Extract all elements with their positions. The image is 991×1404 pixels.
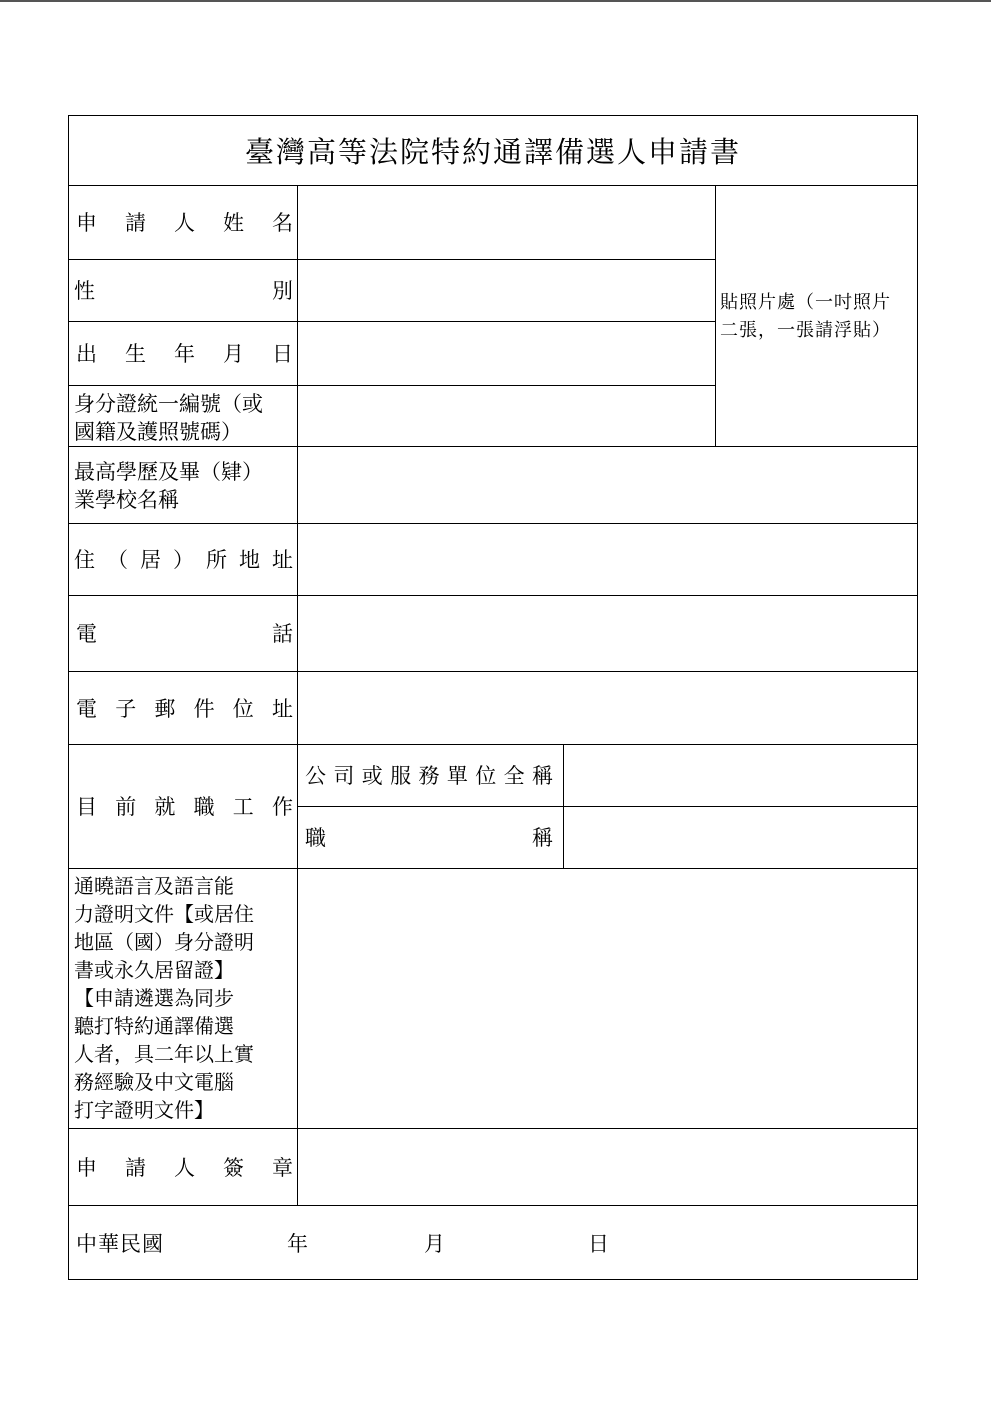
signature-input[interactable] xyxy=(298,1129,917,1205)
birth-date-input[interactable] xyxy=(298,322,715,385)
job-title-input[interactable] xyxy=(564,807,917,868)
label-education: 最高學歷及畢（肄） 業學校名稱 xyxy=(74,460,263,512)
label-job-title: 職 稱 xyxy=(305,826,553,850)
page-top-border xyxy=(0,0,991,2)
label-signature: 申 請 人 簽 章 xyxy=(76,1155,293,1180)
label-language-proof: 通曉語言及語言能 力證明文件【或居住 地區（國）身分證明 書或永久居留證】 【申請遴選為同步 聽打特約通譯備選 人者，具二年以上實 務經驗及中文電腦 打字證明文件】 xyxy=(74,874,254,1122)
id-number-input[interactable] xyxy=(298,386,715,446)
label-phone: 電 話 xyxy=(76,622,293,646)
email-input[interactable] xyxy=(298,672,917,744)
column-divider xyxy=(715,185,716,446)
date-year-label: 年 xyxy=(287,1232,308,1256)
date-day-label: 日 xyxy=(588,1232,609,1256)
label-address: 住 （ 居 ） 所 地 址 xyxy=(74,548,293,572)
phone-input[interactable] xyxy=(298,596,917,671)
label-applicant-name: 申 請 人 姓 名 xyxy=(76,211,293,235)
label-company-name: 公 司 或 服 務 單 位 全 稱 xyxy=(305,764,553,788)
label-current-job: 目 前 就 職 工 作 xyxy=(76,795,293,819)
form-title: 臺灣高等法院特約通譯備選人申請書 xyxy=(244,135,741,169)
photo-area: 貼照片處（一吋照片 二張，一張請浮貼） xyxy=(720,292,891,341)
label-birth-date: 出 生 年 月 日 xyxy=(76,342,293,366)
label-gender: 性 別 xyxy=(74,279,293,303)
row-divider xyxy=(69,1205,917,1206)
label-email: 電 子 郵 件 位 址 xyxy=(76,696,293,721)
label-id-number: 身分證統一編號（或 國籍及護照號碼） xyxy=(74,392,263,444)
application-form xyxy=(68,115,918,1280)
date-era-label: 中華民國 xyxy=(76,1232,164,1256)
company-name-input[interactable] xyxy=(564,745,917,806)
date-month-label: 月 xyxy=(424,1232,445,1256)
applicant-name-input[interactable] xyxy=(298,186,715,259)
language-proof-input[interactable] xyxy=(298,869,917,1128)
gender-input[interactable] xyxy=(298,260,715,321)
address-input[interactable] xyxy=(298,524,917,595)
education-input[interactable] xyxy=(298,447,917,523)
